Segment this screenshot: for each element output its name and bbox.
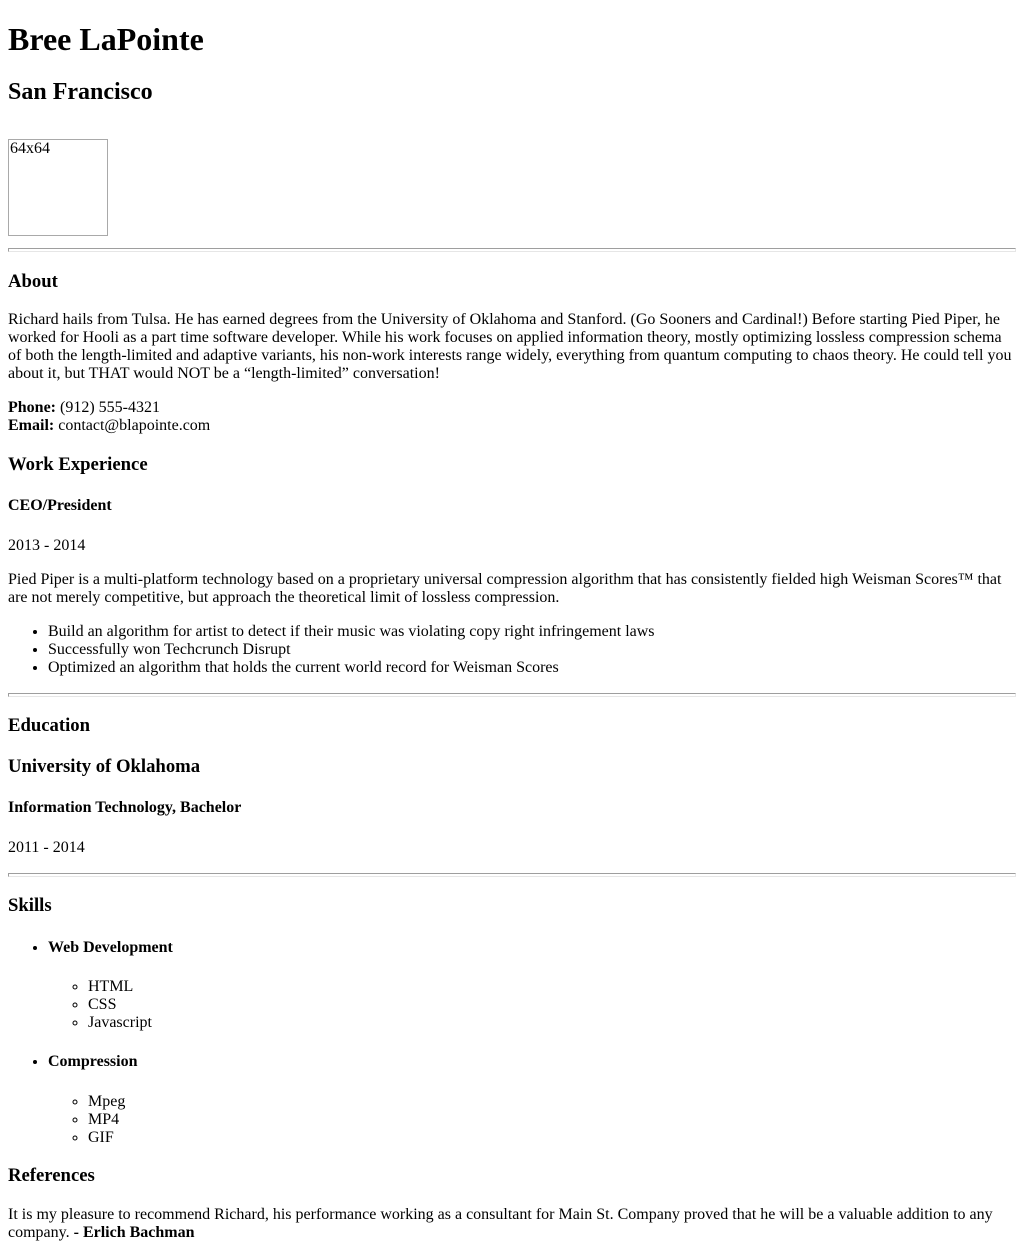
skill-keyword-item: ◦ CSS bbox=[88, 996, 1016, 1014]
education-dates: 2011 - 2014 bbox=[8, 838, 85, 856]
section-heading-work: Work Experience bbox=[8, 454, 148, 476]
skill-category bbox=[48, 1053, 1016, 1146]
email-value: contact@blapointe.com bbox=[58, 417, 211, 435]
skill-category-name: • Web Development bbox=[48, 938, 173, 956]
phone-value: (912) 555-4321 bbox=[60, 399, 160, 417]
skill-category-name: • Compression bbox=[48, 1053, 138, 1071]
avatar-alt-text: 64x64 bbox=[10, 140, 50, 157]
divider bbox=[8, 873, 1016, 877]
about-bio: Richard hails from Tulsa. He has earned degrees from the University of Oklahoma and Stanford. (Go Sooners and Cardinal!) Before starting Pied Piper, he worked for Hooli as a part time software developer. While his work focuses on applied information theory, mostly optimizing lossless compression schema of both the length-limited and adaptive variants, his non-work interests range widely, everything from quantum computing to chaos theory. He could tell you about it, but THAT would NOT be a “length-limited” conversation! bbox=[8, 311, 1012, 383]
job-highlight-item: • Build an algorithm for artist to detect if their music was violating copy right infringement laws bbox=[48, 623, 1016, 641]
skill-keyword-item: ◦ Mpeg bbox=[88, 1093, 1016, 1111]
section-heading-skills: Skills bbox=[8, 895, 52, 917]
education-degree: Information Technology, Bachelor bbox=[8, 799, 242, 817]
job-highlight-item: • Optimized an algorithm that holds the current world record for Weisman Scores bbox=[48, 659, 1016, 677]
skill-keywords-list bbox=[48, 1093, 1016, 1147]
location-subtitle: San Francisco bbox=[8, 79, 153, 105]
job-summary: Pied Piper is a multi-platform technology based on a proprietary universal compression algorithm that has consistently fielded high Weisman Scores™ that are not merely competitive, but approach the theoretical limit of lossless compression. bbox=[8, 570, 1002, 606]
avatar-container bbox=[8, 139, 1016, 236]
skill-category bbox=[48, 939, 1016, 1032]
job-highlight-item: • Successfully won Techcrunch Disrupt bbox=[48, 641, 1016, 659]
job-dates: 2013 - 2014 bbox=[8, 536, 86, 554]
education-institution: University of Oklahoma bbox=[8, 756, 201, 778]
section-heading-references: References bbox=[8, 1165, 95, 1187]
job-highlights-list bbox=[8, 623, 1016, 677]
job-title: CEO/President bbox=[8, 497, 112, 515]
reference-block bbox=[8, 1206, 1016, 1242]
reference-attribution: - Erlich Bachman bbox=[73, 1223, 195, 1241]
section-heading-education: Education bbox=[8, 715, 91, 737]
skills-list bbox=[8, 939, 1016, 1147]
skill-keywords-list bbox=[48, 978, 1016, 1032]
page-title: Bree LaPointe bbox=[8, 21, 204, 57]
divider bbox=[8, 693, 1016, 697]
email-label: Email: bbox=[8, 417, 55, 435]
skill-keyword-item: ◦ Javascript bbox=[88, 1014, 1016, 1032]
section-heading-about: About bbox=[8, 270, 58, 292]
avatar-broken-image bbox=[8, 139, 108, 236]
skill-keyword-item: ◦ MP4 bbox=[88, 1111, 1016, 1129]
phone-label: Phone: bbox=[8, 399, 56, 417]
contact-block bbox=[8, 399, 1016, 435]
skill-keyword-item: ◦ HTML bbox=[88, 978, 1016, 996]
reference-quote: It is my pleasure to recommend Richard, his performance working as a consultant for Main St. Company proved that he will be a valuable addition to any company. bbox=[8, 1205, 993, 1241]
divider bbox=[8, 248, 1016, 252]
skill-keyword-item: ◦ GIF bbox=[88, 1129, 1016, 1147]
